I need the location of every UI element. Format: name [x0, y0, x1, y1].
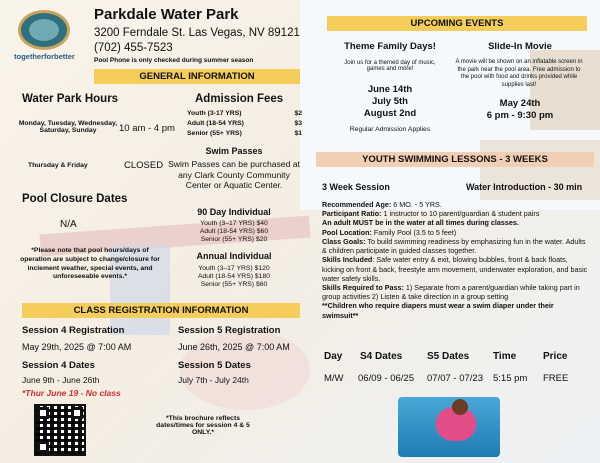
park-name: Parkdale Water Park [94, 6, 239, 23]
col-time: Time [493, 351, 517, 362]
90-day-youth: Youth (3–17 YRS) $40 [200, 220, 268, 227]
hours-disclaimer: *Please note that pool hours/days of operation are subject to change/closure for inclement weather, special events, and unforeseeable events.* [20, 247, 160, 281]
annual-youth: Youth (3–17 YRS) $120 [198, 265, 270, 272]
annual-adult: Adult (18-54 YRS) $180 [197, 273, 271, 280]
cell-price: FREE [543, 373, 569, 384]
detail-line: Participant Ratio: 1 instructor to 10 parent/guardian & student pairs [322, 209, 540, 219]
theme-date-3: August 2nd [363, 108, 417, 119]
movie-title: Slide-In Movie [488, 41, 552, 52]
detail-line: An adult MUST be in the water at all times during classes. [322, 218, 519, 228]
cell-time: 5:15 pm [493, 373, 528, 384]
weekday-days: Monday, Tuesday, Wednesday, Saturday, Sunday [18, 120, 118, 134]
clark-county-logo [18, 10, 70, 50]
admission-fees-title: Admission Fees [195, 93, 284, 105]
fee-row: Youth (3-17 YRS) $2 [187, 110, 302, 117]
water-park-hours-title: Water Park Hours [22, 93, 119, 105]
water-intro-label: Water Introduction - 30 min [466, 182, 583, 192]
s4-dates-title: Session 4 Dates [22, 360, 95, 371]
class-registration-bar: CLASS REGISTRATION INFORMATION [22, 303, 300, 318]
movie-date: May 24th [499, 98, 541, 109]
s5-registration-date: June 26th, 2025 @ 7:00 AM [178, 342, 290, 352]
cell-day: M/W [324, 373, 344, 384]
brochure-note: *This brochure reflects dates/times for session 4 & 5 ONLY.* [156, 415, 250, 436]
fee-row: Adult (18-54 YRS) $3 [187, 120, 302, 127]
col-s4-dates: S4 Dates [360, 351, 403, 362]
detail-line: Skills Required to Pass: 1) Separate from a parent/guardian while taking part in group activities 2) Listen & take direction in a group setting [322, 282, 580, 302]
weekday-time: 10 am - 4 pm [119, 123, 175, 134]
swim-lessons-bar: YOUTH SWIMMING LESSONS - 3 WEEKS [316, 152, 594, 167]
park-address: 3200 Ferndale St. Las Vegas, NV 89121 [94, 27, 300, 39]
qr-code[interactable] [34, 404, 86, 456]
theme-days-title: Theme Family Days! [344, 41, 436, 52]
col-day: Day [324, 351, 343, 362]
detail-line: Pool Location: Family Pool (3.5 to 5 feet) [322, 227, 457, 237]
detail-line: Skills Included: Safe water entry & exit, blowing bubbles, front & back floats, kicking on front & back, freestyle arm movement, underwater exploration, and basic water safety skills. [322, 255, 588, 283]
annual-senior: Senior (55+ YRS) $60 [200, 281, 268, 288]
s4-exception: *Thur June 19 - No class [22, 388, 121, 398]
pool-closure-title: Pool Closure Dates [22, 193, 128, 205]
annual-title: Annual Individual [196, 251, 272, 261]
theme-fee-note: Regular Admission Applies [349, 126, 431, 133]
phone-note: Pool Phone is only checked during summer season [94, 57, 254, 64]
theme-days-desc: Join us for a themed day of music, games and more! [344, 60, 436, 72]
pool-closure-value: N/A [60, 219, 77, 230]
s5-registration-title: Session 5 Registration [178, 325, 281, 336]
cell-s5-dates: 07/07 - 07/23 [427, 373, 483, 384]
cell-s4-dates: 06/09 - 06/25 [358, 373, 414, 384]
swim-passes-text: Swim Passes can be purchased at any Clark County Community Center or Aquatic Center. [168, 159, 300, 191]
diaper-note: **Children who require diapers must wear a swim diaper under their swimsuit** [322, 301, 554, 320]
closed-days: Thursday & Friday [28, 162, 88, 169]
theme-date-2: July 5th [372, 96, 408, 107]
logo-tagline: togetherforbetter [14, 52, 75, 61]
s4-dates: June 9th - June 26th [22, 375, 100, 385]
detail-line: Class Goals: To build swimming readiness by emphasizing fun in the water. Adults & children participate in guided classes together. [322, 236, 586, 256]
swimming-child-photo [398, 397, 500, 457]
detail-line: Recommended Age: 6 MO. - 5 YRS. [322, 200, 442, 209]
theme-date-1: June 14th [367, 84, 413, 95]
swim-passes-title: Swim Passes [205, 146, 263, 156]
90-day-senior: Senior (55+ YRS) $20 [200, 236, 268, 243]
general-info-bar: GENERAL INFORMATION [94, 69, 300, 84]
fee-row: Senior (55+ YRS) $1 [187, 130, 302, 137]
90-day-title: 90 Day Individual [197, 207, 271, 217]
s4-registration-title: Session 4 Registration [22, 325, 125, 336]
park-phone: (702) 455-7523 [94, 42, 173, 54]
90-day-adult: Adult (18-54 YRS) $60 [199, 228, 269, 235]
closed-label: CLOSED [124, 160, 164, 171]
s5-dates-title: Session 5 Dates [178, 360, 251, 371]
movie-time: 6 pm - 9:30 pm [486, 110, 554, 121]
s5-dates: July 7th - July 24th [178, 375, 249, 385]
s4-registration-date: May 29th, 2025 @ 7:00 AM [22, 342, 132, 352]
col-s5-dates: S5 Dates [427, 351, 470, 362]
lesson-details [322, 200, 590, 320]
session-label: 3 Week Session [322, 182, 390, 192]
col-price: Price [543, 351, 568, 362]
upcoming-events-bar: UPCOMING EVENTS [327, 16, 587, 31]
movie-desc: A movie will be shown on an inflatable screen in the park near the pool area. Free admission to the pool with food and drinks provided while supplies last! [455, 59, 583, 88]
